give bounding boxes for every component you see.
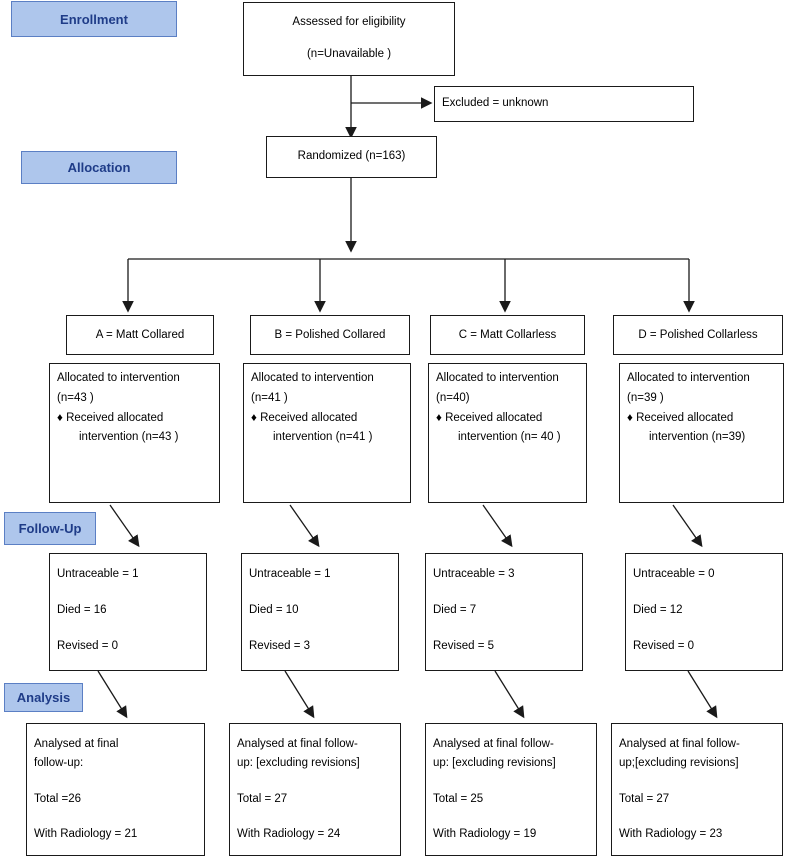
analysis-c-radiology: With Radiology = 19: [433, 828, 537, 841]
followup-a-revised: Revised = 0: [57, 639, 119, 652]
allocation-b-line-2: (n=41 ): [251, 391, 288, 404]
randomized-text: Randomized (n=163): [297, 150, 406, 163]
stage-label-enrollment-text: Enrollment: [60, 11, 128, 27]
allocation-c-received-2: intervention (n= 40 ): [458, 431, 561, 444]
arm-header-d: [613, 315, 783, 355]
allocation-d-received-2: intervention (n=39): [649, 431, 746, 444]
followup-box-a: [49, 553, 207, 671]
analysis-c-total: Total = 25: [433, 792, 484, 805]
allocation-box-c: [428, 363, 587, 503]
analysis-box-d: [611, 723, 783, 856]
analysis-a-line-2: follow-up:: [34, 756, 84, 769]
stage-label-analysis: [4, 683, 83, 712]
stage-label-analysis-text: Analysis: [16, 690, 71, 705]
allocation-a-line-1: Allocated to intervention: [57, 372, 180, 384]
followup-a-untraceable: Untraceable = 1: [57, 568, 139, 580]
stage-label-allocation: [21, 151, 177, 184]
followup-d-died: Died = 12: [633, 603, 683, 616]
allocation-c-line-2: (n=40): [436, 391, 470, 404]
analysis-d-line-2: up;[excluding revisions]: [619, 756, 739, 769]
allocation-b-received-2: intervention (n=41 ): [273, 431, 373, 444]
analysis-a-line-1: Analysed at final: [34, 738, 119, 750]
followup-box-c: [425, 553, 583, 671]
analysis-b-line-1: Analysed at final follow-: [237, 738, 358, 750]
arm-header-a-text: A = Matt Collared: [95, 329, 185, 341]
followup-c-untraceable: Untraceable = 3: [433, 568, 515, 580]
stage-label-followup-text: Follow-Up: [18, 521, 82, 536]
allocation-c-line-1: Allocated to intervention: [436, 372, 559, 384]
followup-c-revised: Revised = 5: [433, 639, 495, 652]
arm-header-d-text: D = Polished Collarless: [638, 329, 758, 341]
assessed-for-eligibility-box: [243, 2, 455, 76]
followup-a-died: Died = 16: [57, 603, 107, 616]
allocation-a-received-1: ♦ Received allocated: [57, 411, 164, 424]
arm-header-c-text: C = Matt Collarless: [458, 329, 557, 341]
allocation-box-d: [619, 363, 784, 503]
analysis-b-radiology: With Radiology = 24: [237, 828, 341, 841]
analysis-box-a: [26, 723, 205, 856]
analysis-b-total: Total = 27: [237, 792, 288, 805]
stage-label-allocation-text: Allocation: [67, 160, 131, 175]
analysis-a-total: Total =26: [34, 792, 81, 805]
analysis-a-radiology: With Radiology = 21: [34, 828, 138, 841]
followup-b-died: Died = 10: [249, 603, 299, 616]
stage-label-followup: [4, 512, 96, 545]
assessed-line-1: Assessed for eligibility: [292, 16, 406, 29]
assessed-line-2: (n=Unavailable ): [306, 48, 392, 60]
followup-b-revised: Revised = 3: [249, 639, 311, 652]
analysis-box-b: [229, 723, 401, 856]
allocation-b-line-1: Allocated to intervention: [251, 372, 374, 384]
analysis-d-total: Total = 27: [619, 792, 670, 805]
allocation-d-line-2: (n=39 ): [627, 391, 664, 404]
allocation-d-received-1: ♦ Received allocated: [627, 411, 734, 424]
arm-header-c: [430, 315, 585, 355]
followup-box-b: [241, 553, 399, 671]
allocation-b-received-1: ♦ Received allocated: [251, 411, 358, 424]
allocation-d-line-1: Allocated to intervention: [627, 372, 750, 384]
stage-label-enrollment: [11, 1, 177, 37]
followup-b-untraceable: Untraceable = 1: [249, 568, 331, 580]
analysis-d-line-1: Analysed at final follow-: [619, 738, 740, 750]
arm-header-a: [66, 315, 214, 355]
allocation-a-line-2: (n=43 ): [57, 391, 94, 404]
followup-d-revised: Revised = 0: [633, 639, 695, 652]
analysis-c-line-1: Analysed at final follow-: [433, 738, 554, 750]
allocation-c-received-1: ♦ Received allocated: [436, 411, 543, 424]
allocation-box-b: [243, 363, 411, 503]
followup-d-untraceable: Untraceable = 0: [633, 568, 715, 580]
analysis-c-line-2: up: [excluding revisions]: [433, 756, 556, 769]
excluded-box: [434, 86, 694, 122]
excluded-text: Excluded = unknown: [442, 97, 549, 110]
arm-header-b: [250, 315, 410, 355]
analysis-d-radiology: With Radiology = 23: [619, 828, 723, 841]
followup-box-d: [625, 553, 783, 671]
randomized-box: [266, 136, 437, 178]
analysis-b-line-2: up: [excluding revisions]: [237, 756, 360, 769]
followup-c-died: Died = 7: [433, 603, 477, 616]
allocation-box-a: [49, 363, 220, 503]
analysis-box-c: [425, 723, 597, 856]
arm-header-b-text: B = Polished Collared: [274, 329, 386, 341]
allocation-a-received-2: intervention (n=43 ): [79, 431, 179, 444]
